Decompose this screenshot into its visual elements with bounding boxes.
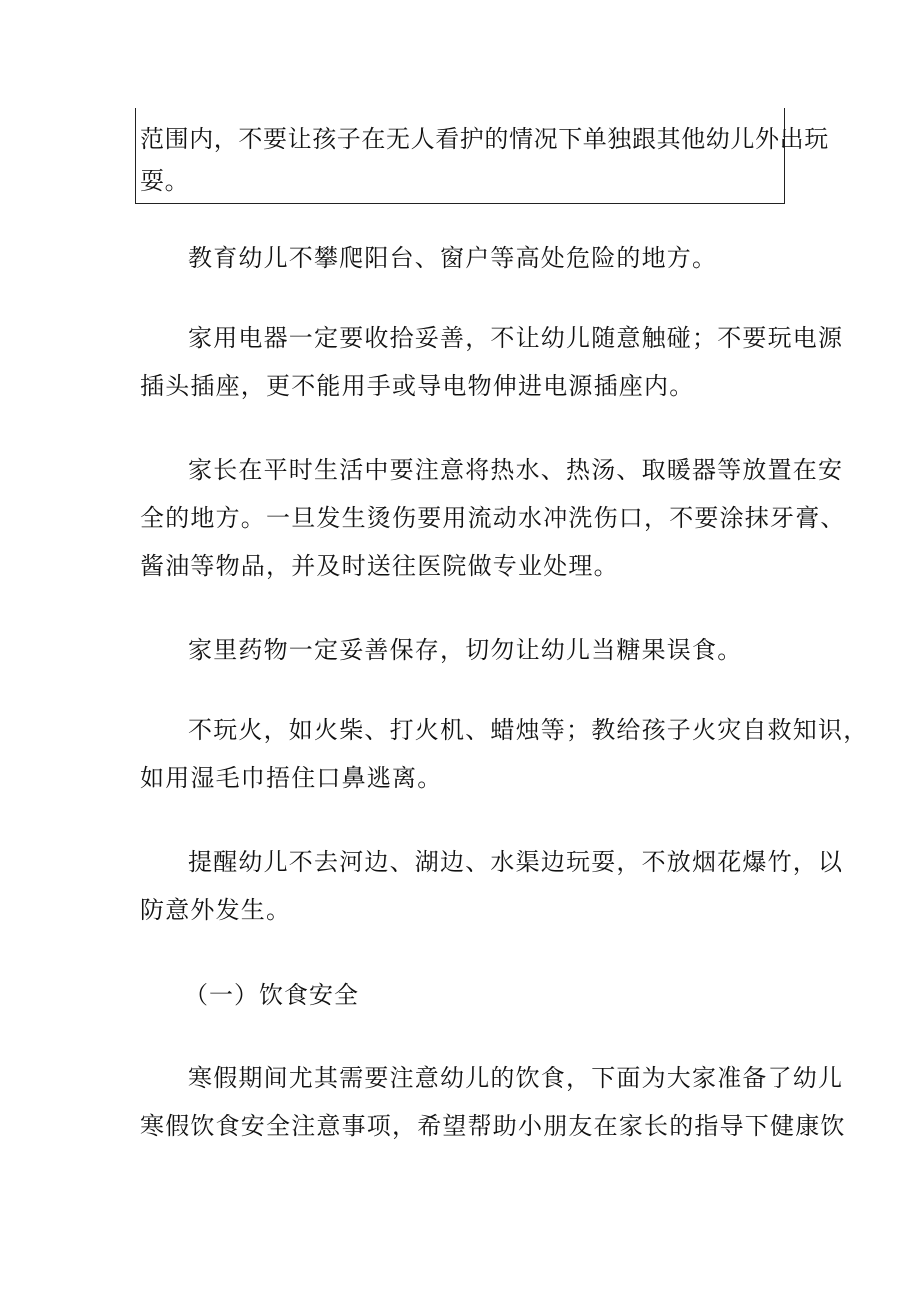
paragraph-line: 如用湿毛巾捂住口鼻逃离。 xyxy=(140,764,443,792)
boxed-note-line-2: 耍。 xyxy=(140,167,190,195)
paragraph-5 xyxy=(140,706,869,802)
paragraph-line: 防意外发生。 xyxy=(140,896,292,924)
boxed-note-line-1: 范围内，不要让孩子在无人看护的情况下单独跟其他幼儿外出玩 xyxy=(140,125,829,153)
paragraph-line: 全的地方。一旦发生烫伤要用流动水冲洗伤口，不要涂抹牙膏、 xyxy=(140,504,846,532)
final-paragraph xyxy=(140,1054,846,1150)
paragraph-line: 提醒幼儿不去河边、湖边、水渠边玩耍，不放烟花爆竹，以 xyxy=(188,848,844,876)
paragraph-line: 不玩火，如火柴、打火机、蜡烛等；教给孩子火灾自救知识， xyxy=(188,716,869,744)
paragraph-6 xyxy=(140,838,844,934)
paragraph-1 xyxy=(140,234,790,282)
paragraph-2 xyxy=(140,314,844,410)
paragraph-line: 插头插座，更不能用手或导电物伸进电源插座内。 xyxy=(140,372,695,400)
paragraph-line: 家长在平时生活中要注意将热水、热汤、取暖器等放置在安 xyxy=(188,456,844,484)
paragraph-line: 寒假饮食安全注意事项，希望帮助小朋友在家长的指导下健康饮 xyxy=(140,1112,846,1140)
paragraph-line: 家用电器一定要收拾妥善，不让幼儿随意触碰；不要玩电源 xyxy=(188,324,844,352)
paragraph-line: 酱油等物品，并及时送往医院做专业处理。 xyxy=(140,552,619,580)
paragraph-line: 家里药物一定妥善保存，切勿让幼儿当糖果误食。 xyxy=(188,636,743,664)
paragraph-line: 教育幼儿不攀爬阳台、窗户等高处危险的地方。 xyxy=(188,244,718,272)
paragraph-3 xyxy=(140,446,846,590)
paragraph-line: 寒假期间尤其需要注意幼儿的饮食，下面为大家准备了幼儿 xyxy=(188,1064,844,1092)
paragraph-4 xyxy=(140,626,790,674)
boxed-note xyxy=(135,108,829,204)
section-heading: （一）饮食安全 xyxy=(184,981,359,1009)
